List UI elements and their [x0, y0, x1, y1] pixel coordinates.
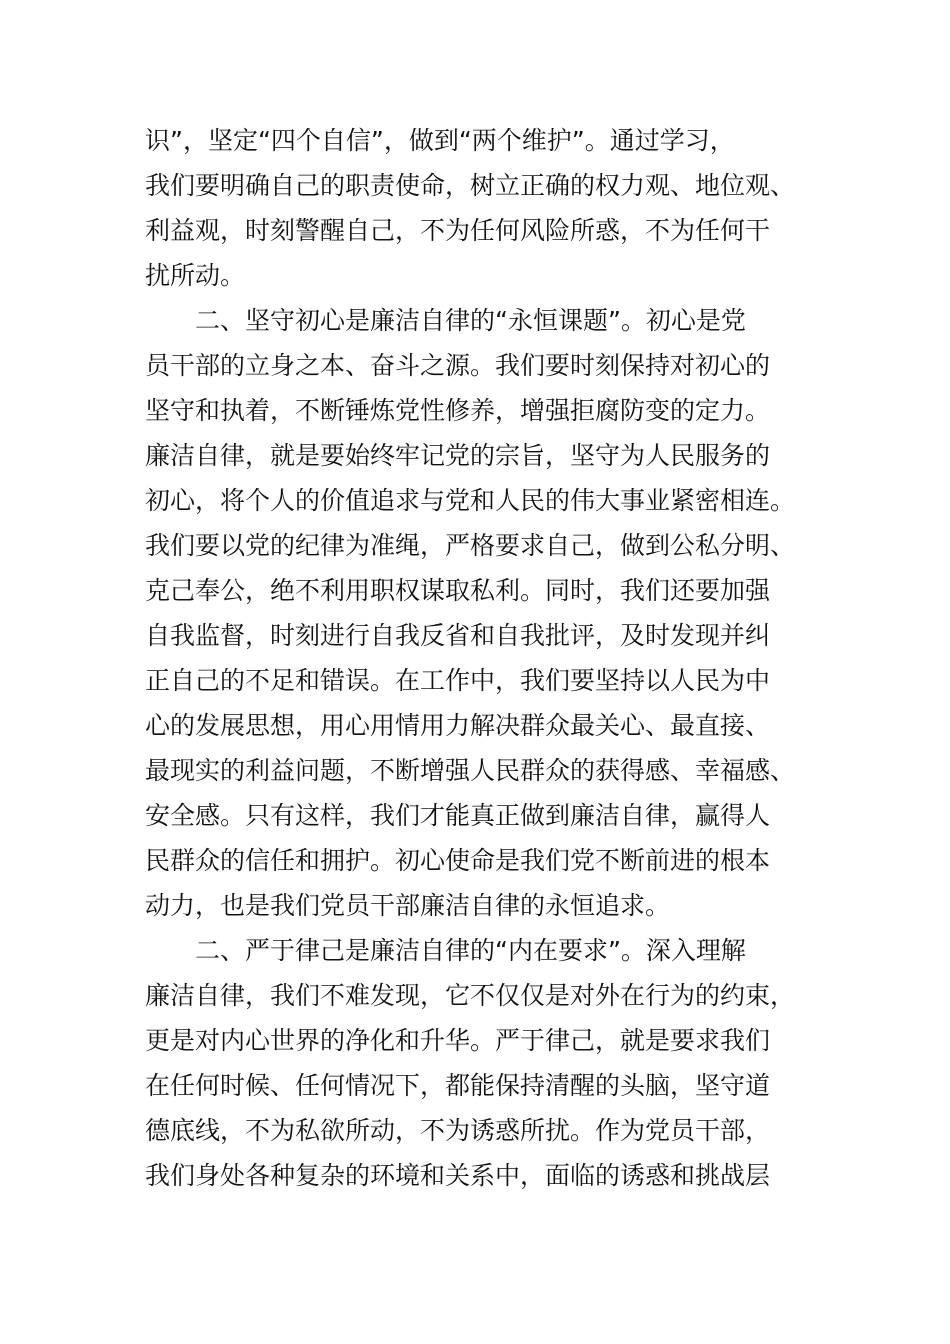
- text-line: 德底线，不为私欲所动，不为诱惑所扰。作为党员干部，: [145, 1116, 771, 1145]
- text-line: 廉洁自律，我们不难发现，它不仅仅是对外在行为的约束，: [145, 981, 796, 1010]
- text-line: 民群众的信任和拥护。初心使命是我们党不断前进的根本: [145, 846, 771, 875]
- text-line: 心的发展思想，用心用情用力解决群众最关心、最直接、: [145, 711, 771, 740]
- text-line: 利益观，时刻警醒自己，不为任何风险所惑，不为任何干: [145, 216, 771, 245]
- document-body: [145, 118, 805, 1198]
- text-line: 安全感。只有这样，我们才能真正做到廉洁自律，赢得人: [145, 801, 771, 830]
- text-line: 动力，也是我们党员干部廉洁自律的永恒追求。: [145, 891, 671, 920]
- text-line: 扰所动。: [145, 261, 246, 290]
- text-line: 我们要明确自己的职责使命，树立正确的权力观、地位观、: [145, 171, 796, 200]
- text-line: 初心，将个人的价值追求与党和人民的伟大事业紧密相连。: [145, 486, 796, 515]
- text-line: 最现实的利益问题，不断增强人民群众的获得感、幸福感、: [145, 756, 796, 785]
- text-line: 正自己的不足和错误。在工作中，我们要坚持以人民为中: [145, 666, 771, 695]
- text-line: 我们要以党的纪律为准绳，严格要求自己，做到公私分明、: [145, 531, 796, 560]
- text-line: 坚守和执着，不断锤炼党性修养，增强拒腐防变的定力。: [145, 396, 771, 425]
- text-line: 自我监督，时刻进行自我反省和自我批评，及时发现并纠: [145, 621, 771, 650]
- text-line: 廉洁自律，就是要始终牢记党的宗旨，坚守为人民服务的: [145, 441, 771, 470]
- text-line: 在任何时候、任何情况下，都能保持清醒的头脑，坚守道: [145, 1071, 771, 1100]
- text-line: 更是对内心世界的净化和升华。严于律己，就是要求我们: [145, 1026, 771, 1055]
- text-line: 克己奉公，绝不利用职权谋取私利。同时，我们还要加强: [145, 576, 771, 605]
- section-heading-line: 二、坚守初心是廉洁自律的“永恒课题”。初心是党: [195, 306, 746, 335]
- text-line: 识”，坚定“四个自信”，做到“两个维护”。通过学习，: [145, 126, 735, 155]
- text-line: 我们身处各种复杂的环境和关系中，面临的诱惑和挑战层: [145, 1161, 771, 1190]
- section-heading-line: 二、严于律己是廉洁自律的“内在要求”。深入理解: [195, 936, 746, 965]
- text-line: 员干部的立身之本、奋斗之源。我们要时刻保持对初心的: [145, 351, 771, 380]
